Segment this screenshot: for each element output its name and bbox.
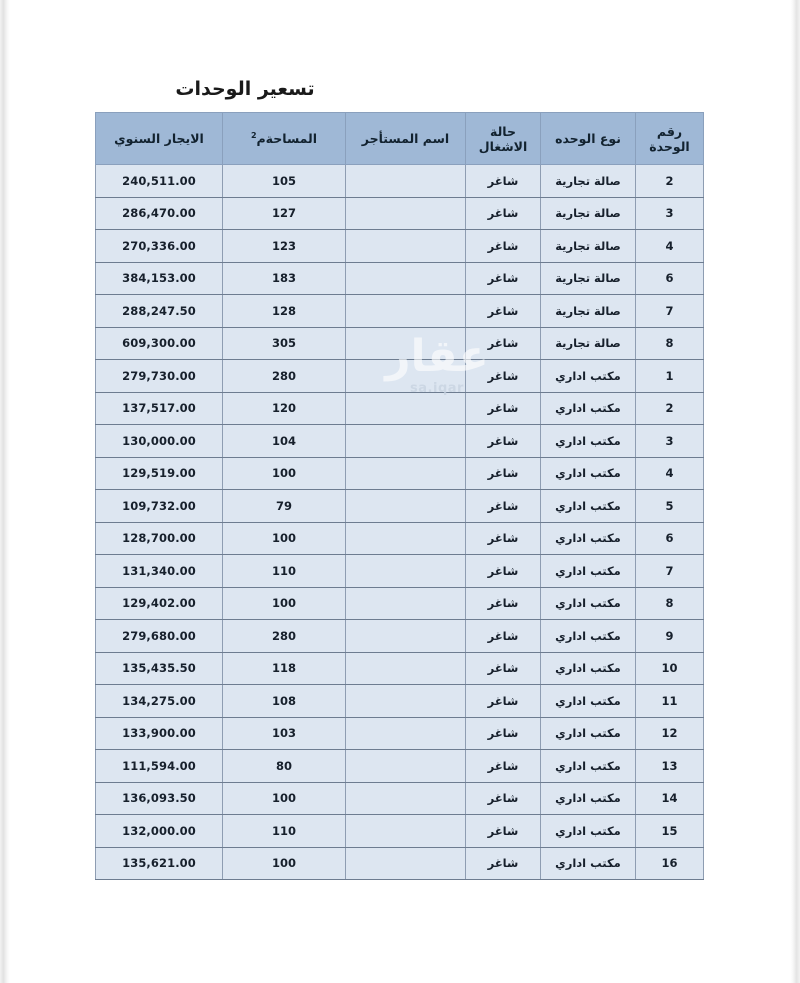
cell-area: 305 [223,327,346,360]
table-header [96,113,704,165]
column-header-tenant-name: اسم المستأجر [346,113,466,165]
cell-unit-number: 4 [636,230,704,263]
cell-annual-rent: 240,511.00 [96,165,223,198]
cell-annual-rent: 133,900.00 [96,717,223,750]
cell-annual-rent: 288,247.50 [96,295,223,328]
table-row [96,165,704,198]
cell-annual-rent: 135,435.50 [96,652,223,685]
cell-unit-number: 14 [636,782,704,815]
cell-tenant-name [346,360,466,393]
cell-tenant-name [346,165,466,198]
cell-area: 104 [223,425,346,458]
cell-area: 100 [223,782,346,815]
cell-area: 100 [223,587,346,620]
cell-area: 100 [223,522,346,555]
cell-occupancy-status: شاغر [466,425,541,458]
table-header-row [96,113,704,165]
table-row [96,360,704,393]
cell-tenant-name [346,262,466,295]
table-row [96,717,704,750]
cell-annual-rent: 279,680.00 [96,620,223,653]
cell-annual-rent: 109,732.00 [96,490,223,523]
watermark-main-text: عقار [385,331,489,382]
cell-unit-type: مكتب اداري [541,425,636,458]
cell-unit-type: صالة تجارية [541,327,636,360]
cell-unit-type: مكتب اداري [541,782,636,815]
cell-occupancy-status: شاغر [466,717,541,750]
cell-unit-type: صالة تجارية [541,230,636,263]
cell-occupancy-status: شاغر [466,197,541,230]
cell-occupancy-status: شاغر [466,230,541,263]
cell-unit-number: 13 [636,750,704,783]
cell-area: 103 [223,717,346,750]
column-header-area [223,113,346,165]
cell-unit-type: مكتب اداري [541,717,636,750]
cell-unit-number: 2 [636,392,704,425]
cell-unit-number: 9 [636,620,704,653]
column-header-unit-number: رقم الوحدة [636,113,704,165]
cell-area: 123 [223,230,346,263]
cell-unit-type: مكتب اداري [541,392,636,425]
cell-unit-type: مكتب اداري [541,555,636,588]
cell-tenant-name [346,197,466,230]
cell-unit-type: مكتب اداري [541,685,636,718]
cell-occupancy-status: شاغر [466,262,541,295]
cell-annual-rent: 136,093.50 [96,782,223,815]
cell-area: 128 [223,295,346,328]
column-header-area-superscript: 2 [250,130,257,140]
cell-occupancy-status: شاغر [466,295,541,328]
cell-occupancy-status: شاغر [466,815,541,848]
cell-area: 280 [223,620,346,653]
cell-unit-number: 5 [636,490,704,523]
cell-tenant-name [346,327,466,360]
cell-unit-type: صالة تجارية [541,262,636,295]
cell-annual-rent: 384,153.00 [96,262,223,295]
cell-area: 118 [223,652,346,685]
cell-unit-number: 11 [636,685,704,718]
cell-occupancy-status: شاغر [466,587,541,620]
cell-tenant-name [346,685,466,718]
watermark-sub-text: sa.iqar [410,381,464,396]
column-header-annual-rent: الايجار السنوي [96,113,223,165]
cell-unit-type: صالة تجارية [541,165,636,198]
cell-unit-number: 12 [636,717,704,750]
cell-unit-number: 6 [636,262,704,295]
column-header-occupancy-status: حالة الاشغال [466,113,541,165]
cell-occupancy-status: شاغر [466,620,541,653]
cell-tenant-name [346,815,466,848]
cell-area: 120 [223,392,346,425]
table-row [96,490,704,523]
cell-area: 100 [223,847,346,880]
cell-annual-rent: 129,402.00 [96,587,223,620]
cell-tenant-name [346,750,466,783]
cell-unit-number: 6 [636,522,704,555]
cell-area: 80 [223,750,346,783]
table-row [96,197,704,230]
cell-annual-rent: 609,300.00 [96,327,223,360]
table-row [96,295,704,328]
cell-tenant-name [346,587,466,620]
pricing-table-container [96,112,704,880]
table-row [96,620,704,653]
cell-unit-type: مكتب اداري [541,847,636,880]
cell-annual-rent: 130,000.00 [96,425,223,458]
cell-tenant-name [346,717,466,750]
cell-area: 183 [223,262,346,295]
cell-annual-rent: 128,700.00 [96,522,223,555]
cell-area: 110 [223,555,346,588]
cell-unit-type: مكتب اداري [541,750,636,783]
table-row [96,815,704,848]
cell-unit-type: مكتب اداري [541,360,636,393]
table-row [96,230,704,263]
cell-area: 105 [223,165,346,198]
cell-occupancy-status: شاغر [466,457,541,490]
cell-unit-type: مكتب اداري [541,652,636,685]
table-row [96,425,704,458]
cell-unit-number: 8 [636,327,704,360]
cell-annual-rent: 286,470.00 [96,197,223,230]
cell-annual-rent: 135,621.00 [96,847,223,880]
cell-occupancy-status: شاغر [466,360,541,393]
cell-unit-type: مكتب اداري [541,522,636,555]
cell-tenant-name [346,522,466,555]
table-row [96,587,704,620]
cell-tenant-name [346,847,466,880]
cell-annual-rent: 137,517.00 [96,392,223,425]
cell-unit-type: صالة تجارية [541,295,636,328]
table-row [96,522,704,555]
table-row [96,652,704,685]
cell-annual-rent: 129,519.00 [96,457,223,490]
table-row [96,392,704,425]
cell-annual-rent: 279,730.00 [96,360,223,393]
table-row [96,847,704,880]
cell-area: 79 [223,490,346,523]
cell-occupancy-status: شاغر [466,782,541,815]
cell-unit-number: 8 [636,587,704,620]
cell-annual-rent: 111,594.00 [96,750,223,783]
cell-area: 108 [223,685,346,718]
cell-occupancy-status: شاغر [466,750,541,783]
cell-unit-number: 16 [636,847,704,880]
cell-occupancy-status: شاغر [466,490,541,523]
cell-tenant-name [346,295,466,328]
column-header-unit-type: نوع الوحده [541,113,636,165]
cell-occupancy-status: شاغر [466,327,541,360]
cell-occupancy-status: شاغر [466,555,541,588]
cell-unit-number: 15 [636,815,704,848]
cell-occupancy-status: شاغر [466,847,541,880]
cell-occupancy-status: شاغر [466,165,541,198]
cell-tenant-name [346,782,466,815]
cell-unit-type: مكتب اداري [541,815,636,848]
cell-area: 280 [223,360,346,393]
cell-area: 110 [223,815,346,848]
unit-pricing-table [95,112,704,880]
cell-occupancy-status: شاغر [466,652,541,685]
cell-occupancy-status: شاغر [466,522,541,555]
cell-area: 100 [223,457,346,490]
column-header-area-label: المساحةم [256,131,318,147]
cell-tenant-name [346,457,466,490]
table-row [96,457,704,490]
table-row [96,327,704,360]
cell-unit-type: مكتب اداري [541,457,636,490]
cell-tenant-name [346,490,466,523]
cell-tenant-name [346,555,466,588]
table-row [96,750,704,783]
cell-unit-type: مكتب اداري [541,490,636,523]
cell-unit-number: 7 [636,295,704,328]
cell-unit-number: 4 [636,457,704,490]
cell-unit-number: 7 [636,555,704,588]
table-row [96,685,704,718]
cell-tenant-name [346,652,466,685]
cell-annual-rent: 134,275.00 [96,685,223,718]
cell-unit-number: 10 [636,652,704,685]
table-row [96,262,704,295]
table-body [96,165,704,880]
table-row [96,782,704,815]
cell-area: 127 [223,197,346,230]
cell-unit-number: 3 [636,425,704,458]
cell-tenant-name [346,230,466,263]
cell-unit-type: صالة تجارية [541,197,636,230]
cell-annual-rent: 270,336.00 [96,230,223,263]
page-title: تسعير الوحدات [175,78,315,100]
cell-annual-rent: 131,340.00 [96,555,223,588]
cell-unit-number: 1 [636,360,704,393]
cell-occupancy-status: شاغر [466,392,541,425]
cell-unit-number: 3 [636,197,704,230]
cell-tenant-name [346,425,466,458]
cell-unit-number: 2 [636,165,704,198]
cell-unit-type: مكتب اداري [541,620,636,653]
cell-unit-type: مكتب اداري [541,587,636,620]
cell-annual-rent: 132,000.00 [96,815,223,848]
cell-tenant-name [346,620,466,653]
table-row [96,555,704,588]
cell-tenant-name [346,392,466,425]
cell-occupancy-status: شاغر [466,685,541,718]
